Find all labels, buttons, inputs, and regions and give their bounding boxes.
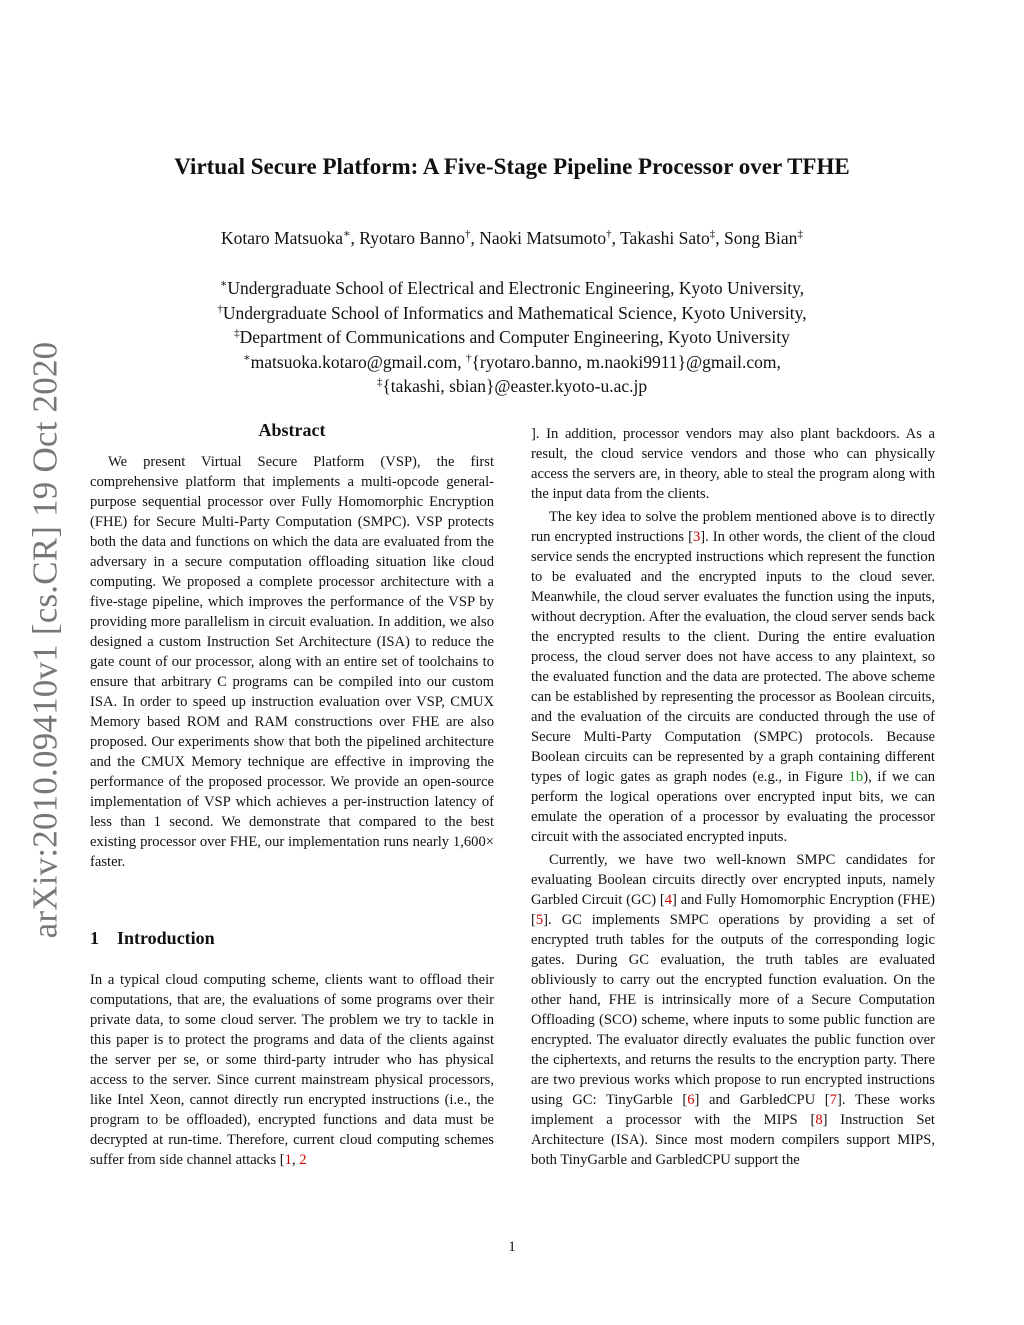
citation-link[interactable]: 5 [535, 912, 544, 928]
citation-link[interactable]: 2 [299, 1152, 307, 1168]
author-list: Kotaro Matsuoka∗, Ryotaro Banno†, Naoki Matsumoto†, Takashi Sato‡, Song Bian‡ [221, 228, 803, 248]
affiliation-line: ∗Undergraduate School of Electrical and Electronic Engineering, Kyoto University, [219, 278, 805, 298]
author-mark: ‡ [709, 228, 716, 241]
author-name: Ryotaro Banno [359, 228, 466, 248]
affiliation-block [90, 276, 934, 399]
section-heading [90, 928, 215, 949]
section-number: 1 [90, 928, 99, 948]
citation-link[interactable]: 7 [829, 1092, 837, 1108]
citation-link[interactable]: 4 [664, 892, 673, 908]
email-line: ∗matsuoka.kotaro@gmail.com, †{ryotaro.banno, m.naoki9911}@gmail.com, [243, 351, 781, 372]
page-number: 1 [508, 1239, 516, 1255]
author-name: Kotaro Matsuoka [221, 228, 344, 248]
citation-link[interactable]: 1 [284, 1152, 292, 1168]
affiliation-line: †Undergraduate School of Informatics and Mathematical Science, Kyoto University, [217, 302, 807, 323]
figure-link[interactable]: 1b [848, 769, 864, 785]
paragraph: Currently, we have two well-known SMPC candidates for evaluating Boolean circuits directly over encrypted inputs, namely Garbled Circuit (GC) [4] and Fully Homomorphic Encryption (FHE) [5]. GC implements SMPC operations by providing a set of encrypted truth tables for the outputs of the corresponding logic gates. During GC evaluation, the truth tables are evaluated obliviously to carry out the encrypted function evaluation. On the other hand, FHE is intrinsically more of a Secure Computation Offloading (SCO) scheme, where inputs to some public function are encrypted. The evaluator directly evaluates the public function over the ciphertexts, and returns the results to the encryption party. There are two previous works which propose to run encrypted instructions using GC: TinyGarble [6] and GarbledCPU [7]. These works implement a processor with the MIPS [8] Instruction Set Architecture (ISA). Since most modern compilers support MIPS, both TinyGarble and GarbledCPU support the [531, 852, 936, 1168]
paragraph: The key idea to solve the problem mentioned above is to directly run encrypted instructions [3]. In other words, the client of the cloud service sends the encrypted instructions which represent the function to be evaluated and the encrypted inputs to the cloud sever. Meanwhile, the cloud server evaluates the function using the inputs, without decryption. After the evaluation, the cloud server sends back the encrypted results to the client. During the entire evaluation process, the cloud server does not have access to any plaintext, so the evaluated function and the data are protected. The above scheme can be established by representing the processor as Boolean circuits, and the evaluation of the circuits are conducted through the use of Secure Multi-Party Computation (SMPC) protocols. Because Boolean circuits can be represented by a graph containing different types of logic gates as graph nodes (e.g., in Figure 1b), if we can perform the logical operations over encrypted input bits, we can emulate the operation of a processor by evaluating the processor circuit with the associated encrypted inputs. [531, 509, 935, 845]
abstract-text: We present Virtual Secure Platform (VSP), the first comprehensive platform that implements a multi-opcode general-purpose sequential processor over Fully Homomorphic Encryption (FHE) for Secure Multi-Party Computation (SMPC). VSP protects both the data and functions on which the data are evaluated from the adversary in a secure computation offloading situation like cloud computing. We proposed a complete processor architecture with a five-stage pipeline, which improves the performance of the VSP by providing more parallelism in circuit evaluation. In addition, we also designed a custom Instruction Set Architecture (ISA) to reduce the gate count of our processor, along with an entire set of toolchains to ensure that arbitrary C programs can be compiled into our custom ISA. In order to speed up instruction evaluation over VSP, CMUX Memory based ROM and RAM constructions over FHE are also proposed. Our experiments show that both the pipelined architecture and the CMUX Memory technique are effective in improving the performance of the proposed processor. We provide an open-source implementation of VSP which achieves a per-instruction latency of less than 1 second. We demonstrate that compared to the best existing processor over FHE, our implementation runs nearly 1,600× faster. [90, 454, 494, 870]
section-title: Introduction [117, 928, 215, 948]
author-mark: ∗ [343, 228, 351, 241]
author-mark: ‡ [797, 228, 803, 241]
author-name: Song Bian [724, 228, 798, 248]
intro-left-column [90, 970, 494, 1170]
author-name: Naoki Matsumoto [479, 228, 607, 248]
affiliation-line: ‡Department of Communications and Computer Engineering, Kyoto University [234, 327, 790, 347]
citation-link[interactable]: 3 [692, 529, 701, 545]
citation-link[interactable]: 8 [815, 1112, 823, 1128]
abstract-body [90, 452, 494, 872]
author-mark: † [606, 228, 612, 241]
citation-link[interactable]: 6 [687, 1092, 695, 1108]
arxiv-stamp-text: arXiv:2010.09410v1 [cs.CR] 19 Oct 2020 [25, 341, 64, 939]
paragraph: In a typical cloud computing scheme, clients want to offload their computations, that are, the evaluations of some programs over their private data, to some cloud server. The problem we try to tackle in this paper is to protect the programs and data of the clients against the server per se, or some third-party intruder who has physical access to the server. Since current mainstream physical processors, like Intel Xeon, cannot directly run encrypted instructions (i.e., the program to be offloaded), encrypted functions and data must be decrypted at run-time. Therefore, current cloud computing schemes suffer from side channel attacks [1, 2 [90, 972, 494, 1168]
abstract-heading: Abstract [258, 420, 326, 440]
arxiv-stamp [22, 320, 68, 960]
email-line: ‡{takashi, sbian}@easter.kyoto-u.ac.jp [376, 376, 648, 396]
intro-right-column [531, 424, 935, 1170]
paper-title: Virtual Secure Platform: A Five-Stage Pipeline Processor over TFHE [174, 154, 850, 179]
author-mark: † [465, 228, 471, 241]
paragraph-continued: ]. In addition, processor vendors may also plant backdoors. As a result, the cloud service vendors and those who can physically access the servers are, in theory, able to steal the program along with the input data from the clients. [531, 426, 935, 502]
author-name: Takashi Sato [620, 228, 710, 248]
